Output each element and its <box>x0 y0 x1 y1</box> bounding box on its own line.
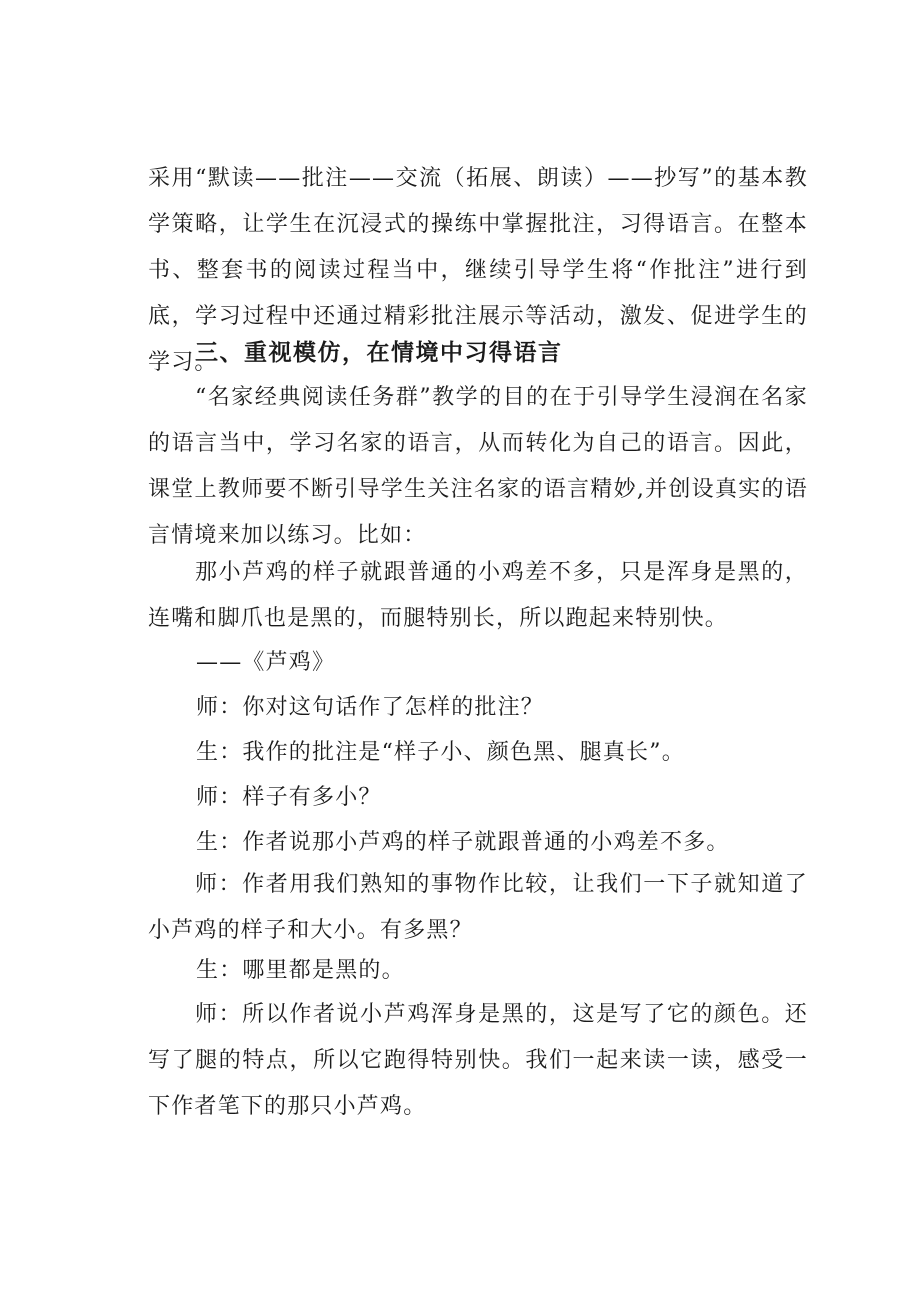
paragraph-teaching-strategy: 采用“默读——批注——交流（拓展、朗读）——抄写”的基本教学策略，让学生在沉浸式的操练中掌握批注，习得语言。在整本书、整套书的阅读过程当中，继续引导学生将“作批注”进行到底，学习过程中还通过精彩批注展示等活动，激发、促进学生的学习。 <box>148 166 808 375</box>
dialogue-line: 生：作者说那小芦鸡的样子就跟普通的小鸡差不多。 <box>196 830 730 855</box>
dialogue-line: 生：哪里都是黑的。 <box>196 958 405 983</box>
paragraph-task-group: “名家经典阅读任务群”教学的目的在于引导学生浸润在名家的语言当中，学习名家的语言，从而转化为自己的语言。因此，课堂上教师要不断引导学生关注名家的语言精妙,并创设真实的语言情境来加以练习。比如： <box>148 385 808 548</box>
quote-paragraph: 那小芦鸡的样子就跟普通的小鸡差不多，只是浑身是黑的，连嘴和脚爪也是黑的，而腿特别长，所以跑起来特别快。 <box>148 560 808 631</box>
dialogue-line: 生：我作的批注是“样子小、颜色黑、腿真长”。 <box>196 740 685 765</box>
dialogue-line: 师：样子有多小？ <box>196 785 382 810</box>
dialogue-line: 师：所以作者说小芦鸡浑身是黑的，这是写了它的颜色。还写了腿的特点，所以它跑得特别快。我们一起来读一读，感受一下作者笔下的那只小芦鸡。 <box>148 1002 808 1119</box>
dialogue-line: 师：你对这句话作了怎样的批注？ <box>196 695 545 720</box>
dialogue-line: 师：作者用我们熟知的事物作比较，让我们一下子就知道了小芦鸡的样子和大小。有多黑？ <box>148 872 808 943</box>
quote-source: ——《芦鸡》 <box>196 650 336 675</box>
section-heading: 三、重视模仿，在情境中习得语言 <box>195 340 563 366</box>
